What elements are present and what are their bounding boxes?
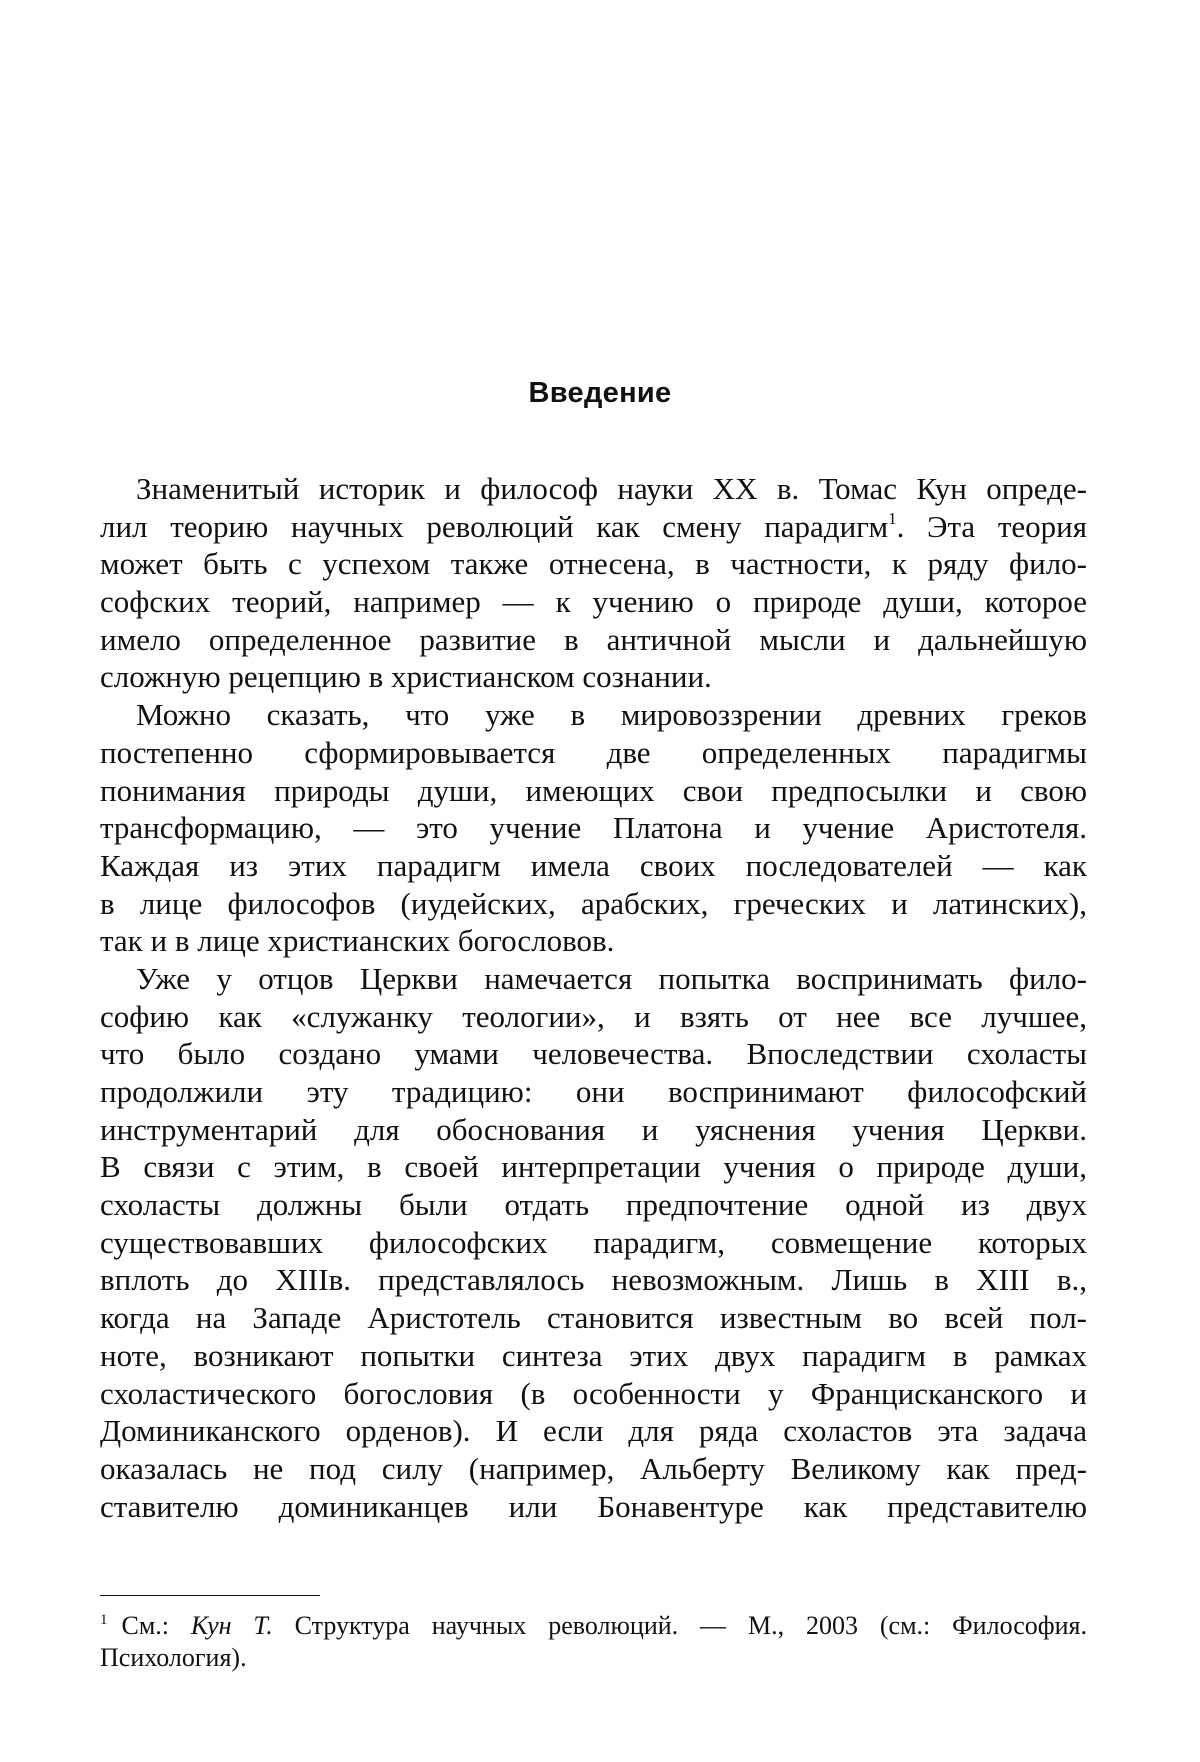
text-line: в лице философов (иудейских, арабских, греческих и латинских), — [100, 885, 1087, 923]
text-line: постепенно сформировывается две определенных парадигмы — [100, 734, 1087, 772]
text-line: ставителю доминиканцев или Бонавентуре как представителю — [100, 1488, 1087, 1526]
text-line: может быть с успехом также отнесена, в частности, к ряду фило- — [100, 545, 1087, 583]
text-line: оказалась не под силу (например, Альберту Великому как пред- — [100, 1450, 1087, 1488]
text-line: существовавших философских парадигм, совмещение которых — [100, 1224, 1087, 1262]
footnote-marker: 1 — [100, 1612, 108, 1628]
footnote-citation: Структура научных революций. — М., 2003 (см.: Философия. — [273, 1611, 1087, 1640]
footnote-line: Психология). — [100, 1642, 1087, 1674]
text-line: инструментарий для обоснования и уяснения учения Церкви. — [100, 1111, 1087, 1149]
text-line: так и в лице христианских богословов. — [100, 922, 1087, 960]
text-line: Доминиканского орденов). И если для ряда схоластов эта задача — [100, 1412, 1087, 1450]
text-line: Можно сказать, что уже в мировоззрении древних греков — [100, 696, 1087, 734]
text-line: что было создано умами человечества. Впоследствии схоласты — [100, 1035, 1087, 1073]
text-line: В связи с этим, в своей интерпретации учения о природе души, — [100, 1148, 1087, 1186]
text-line: Каждая из этих парадигм имела своих последователей — как — [100, 847, 1087, 885]
text-line: когда на Западе Аристотель становится известным во всей пол- — [100, 1299, 1087, 1337]
text-line: Знаменитый историк и философ науки XX в. Томас Кун опреде- — [100, 470, 1087, 508]
text-line: софию как «служанку теологии», и взять от нее все лучшее, — [100, 998, 1087, 1036]
text-line: продолжили эту традицию: они воспринимают философский — [100, 1073, 1087, 1111]
footnote-author: Кун Т. — [191, 1611, 273, 1640]
text-line: вплоть до XIIIв. представлялось невозможным. Лишь в XIII в., — [100, 1261, 1087, 1299]
page-title: Введение — [0, 377, 1200, 410]
text-line: сложную рецепцию в христианском сознании. — [100, 658, 1087, 696]
document-page — [0, 0, 1200, 1762]
text-line — [100, 508, 1087, 546]
text-line: трансформацию, — это учение Платона и учение Аристотеля. — [100, 809, 1087, 847]
text-line: имело определенное развитие в античной мысли и дальнейшую — [100, 621, 1087, 659]
footnote-line — [100, 1610, 1087, 1642]
text-line: схоластического богословия (в особенности у Францисканского и — [100, 1375, 1087, 1413]
text-line: софских теорий, например — к учению о природе души, которое — [100, 583, 1087, 621]
text-segment: . Эта теория — [897, 509, 1087, 544]
text-segment: лил теорию научных революций как смену парадигм — [100, 509, 888, 544]
main-text — [100, 470, 1087, 1525]
footnote-reference[interactable]: 1 — [888, 509, 897, 528]
footnote-divider — [100, 1595, 320, 1596]
footnote — [100, 1610, 1087, 1674]
footnote-prefix: См.: — [122, 1611, 191, 1640]
text-line: ноте, возникают попытки синтеза этих двух парадигм в рамках — [100, 1337, 1087, 1375]
text-line: схоласты должны были отдать предпочтение одной из двух — [100, 1186, 1087, 1224]
text-line: Уже у отцов Церкви намечается попытка воспринимать фило- — [100, 960, 1087, 998]
text-line: понимания природы души, имеющих свои предпосылки и свою — [100, 772, 1087, 810]
